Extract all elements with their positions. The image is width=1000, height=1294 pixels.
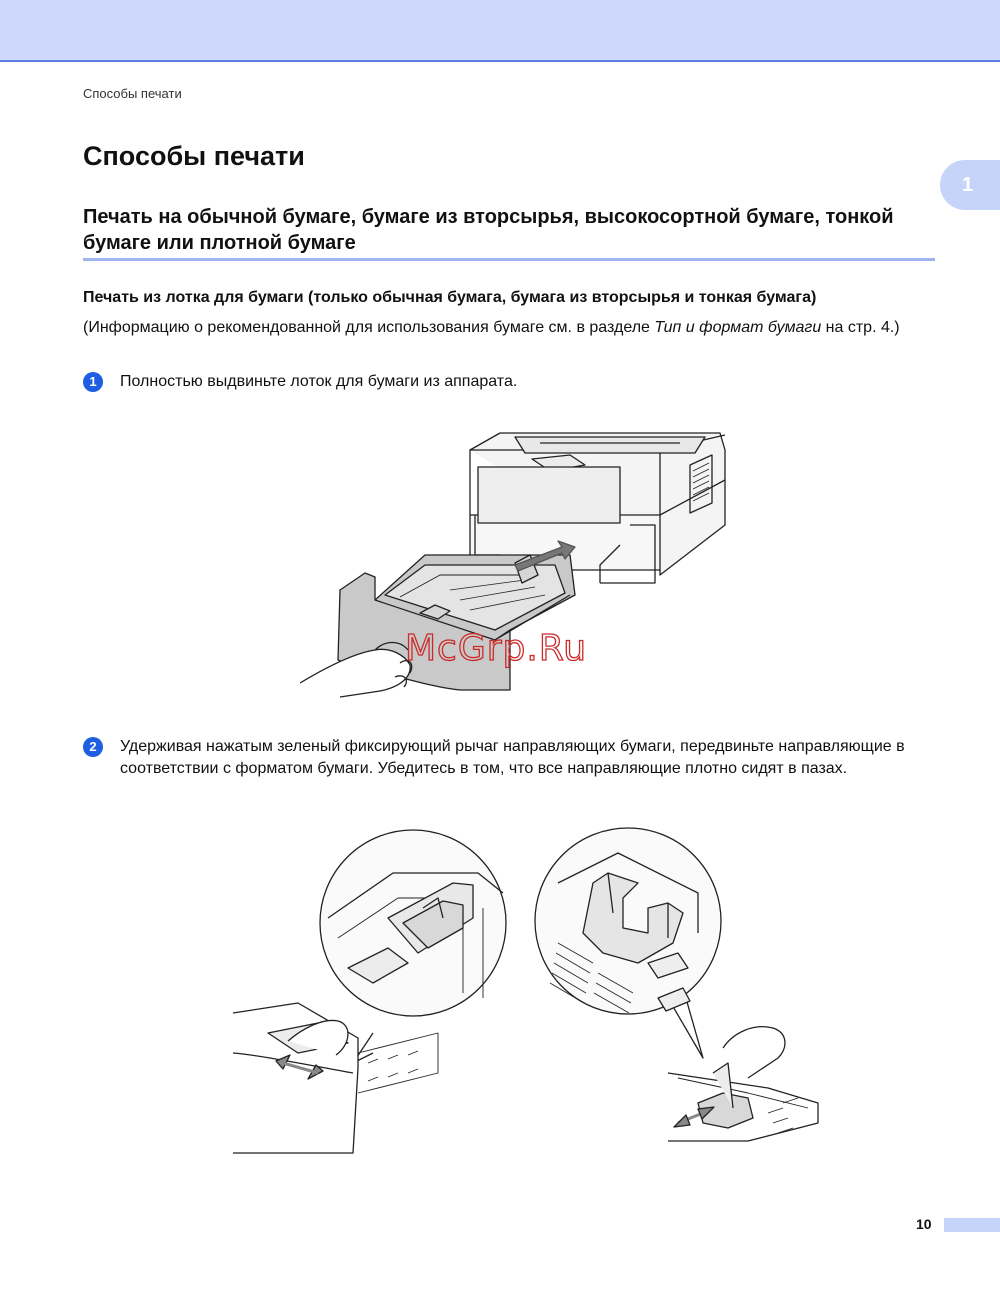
intro-text-end: на стр. 4.) (821, 319, 900, 336)
section-divider (83, 258, 935, 261)
header-band (0, 0, 1000, 62)
section-title: Печать на обычной бумаге, бумаге из вторсырья, высокосортной бумаге, тонкой бумаге или плотной бумаге (83, 206, 894, 254)
footer-tab (944, 1218, 1000, 1232)
subsection-title: Печать из лотка для бумаги (только обычная бумага, бумага из вторсырья и тонкая бумага) (83, 289, 817, 306)
intro-text: (Информацию о рекомендованной для использования бумаге см. в разделе (83, 319, 655, 336)
step-text: Удерживая нажатым зеленый фиксирующий рычаг направляющих бумаги, передвиньте направляющие в соответствии с форматом бумаги. Убедитесь в том, что все направляющие плотно сидят в пазах. (120, 738, 905, 777)
page-number: 10 (916, 1216, 932, 1232)
step-number-badge: 1 (83, 372, 103, 392)
step-number-badge: 2 (83, 737, 103, 757)
chapter-tab (940, 160, 1000, 210)
step-1 (83, 371, 943, 393)
chapter-tab-number: 1 (962, 173, 974, 196)
paper-guides-illustration (228, 823, 828, 1163)
step-text: Полностью выдвиньте лоток для бумаги из аппарата. (120, 373, 518, 390)
cross-reference-link[interactable]: Тип и формат бумаги (654, 319, 822, 336)
intro-paragraph (83, 317, 943, 339)
running-header: Способы печати (83, 86, 182, 101)
chapter-title: Способы печати (83, 141, 305, 171)
watermark: McGrp.Ru (405, 628, 588, 669)
step-2 (83, 736, 943, 780)
